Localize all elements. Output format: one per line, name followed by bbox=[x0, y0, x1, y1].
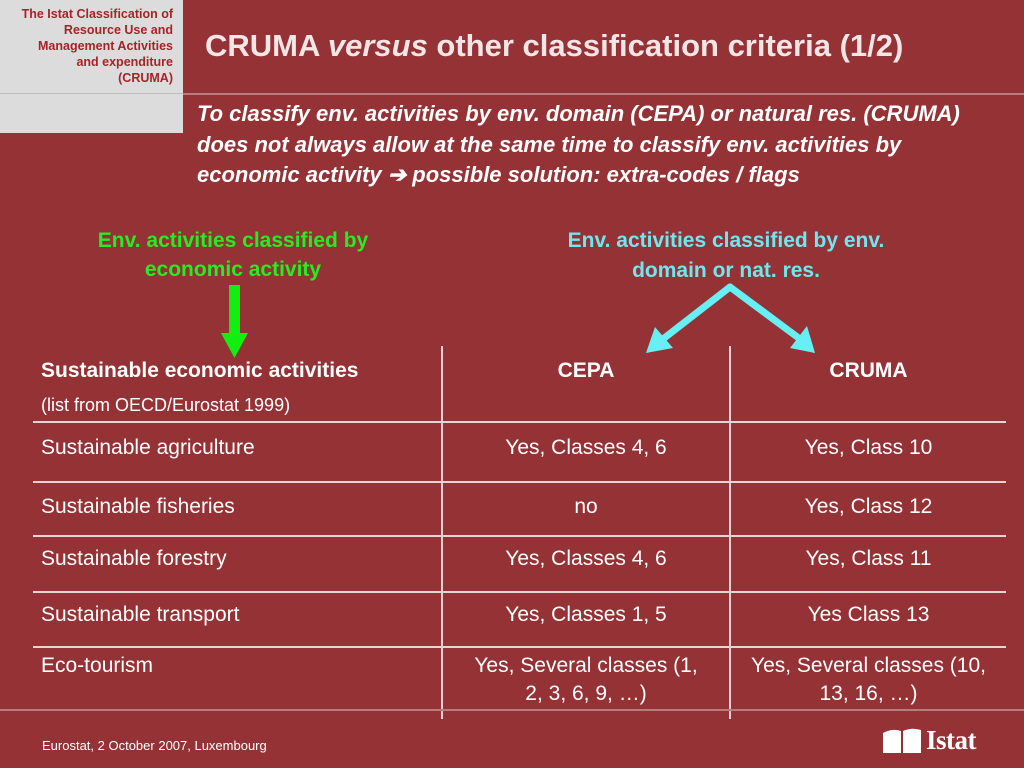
intro-text-part2: possible solution: extra-codes / flags bbox=[406, 162, 800, 187]
sidebar-title: The Istat Classification of Resource Use and Management Activities and expenditure (CRUMA) bbox=[21, 7, 173, 85]
intro-text bbox=[197, 99, 997, 191]
cell-cruma: Yes, Class 11 bbox=[729, 537, 1006, 591]
istat-logo-icon bbox=[882, 727, 922, 753]
footer-text: Eurostat, 2 October 2007, Luxembourg bbox=[42, 738, 267, 753]
cell-cruma: Yes, Class 12 bbox=[729, 483, 1006, 535]
label-env-domain: Env. activities classified by env. domain or nat. res. bbox=[567, 229, 885, 282]
cell-cruma: Yes, Several classes (10, 13, 16, …) bbox=[729, 648, 1006, 719]
cell-cepa: no bbox=[441, 483, 729, 535]
slide-title-italic: versus bbox=[327, 28, 428, 63]
sidebar-divider bbox=[0, 93, 183, 94]
header-activities-label: Sustainable economic activities bbox=[41, 359, 359, 382]
istat-logo-text: Istat bbox=[926, 724, 976, 755]
cyan-split-arrow-icon bbox=[646, 287, 815, 353]
table-row bbox=[33, 537, 1006, 593]
cell-cepa: Yes, Several classes (1, 2, 3, 6, 9, …) bbox=[441, 648, 729, 719]
classification-table bbox=[33, 346, 1006, 719]
footer-divider bbox=[0, 709, 1024, 711]
cell-cepa: Yes, Classes 1, 5 bbox=[441, 593, 729, 646]
slide-title-part2: other classification criteria (1/2) bbox=[427, 28, 904, 63]
table-header-row bbox=[33, 346, 1006, 423]
cell-activity: Eco-tourism bbox=[41, 654, 154, 677]
cell-activity: Sustainable agriculture bbox=[41, 436, 255, 459]
istat-logo bbox=[882, 725, 976, 755]
cell-activity: Sustainable transport bbox=[41, 603, 240, 626]
header-activities bbox=[33, 346, 441, 421]
cell-cruma: Yes, Class 10 bbox=[729, 423, 1006, 481]
cell-cepa: Yes, Classes 4, 6 bbox=[441, 423, 729, 481]
table-row bbox=[33, 483, 1006, 537]
cell-activity: Sustainable fisheries bbox=[41, 495, 235, 518]
header-activities-sub: (list from OECD/Eurostat 1999) bbox=[41, 395, 291, 415]
table-row bbox=[33, 423, 1006, 483]
header-cruma: CRUMA bbox=[729, 346, 1006, 421]
header-divider bbox=[183, 93, 1024, 95]
intro-text-part1: To classify env. activities by env. domain (CEPA) or natural res. (CRUMA) does not always allow at the same time to classify env. activities by economic activity bbox=[197, 101, 960, 187]
cell-cruma: Yes Class 13 bbox=[729, 593, 1006, 646]
header-cepa: CEPA bbox=[441, 346, 729, 421]
slide-title bbox=[205, 28, 903, 64]
right-arrow-icon: ➔ bbox=[387, 162, 407, 187]
cell-activity: Sustainable forestry bbox=[41, 547, 227, 570]
cell-cepa: Yes, Classes 4, 6 bbox=[441, 537, 729, 591]
label-economic-activity: Env. activities classified by economic activity bbox=[97, 229, 369, 281]
table-row bbox=[33, 593, 1006, 648]
sidebar-header-box bbox=[0, 0, 183, 133]
slide-title-part1: CRUMA bbox=[205, 28, 328, 63]
